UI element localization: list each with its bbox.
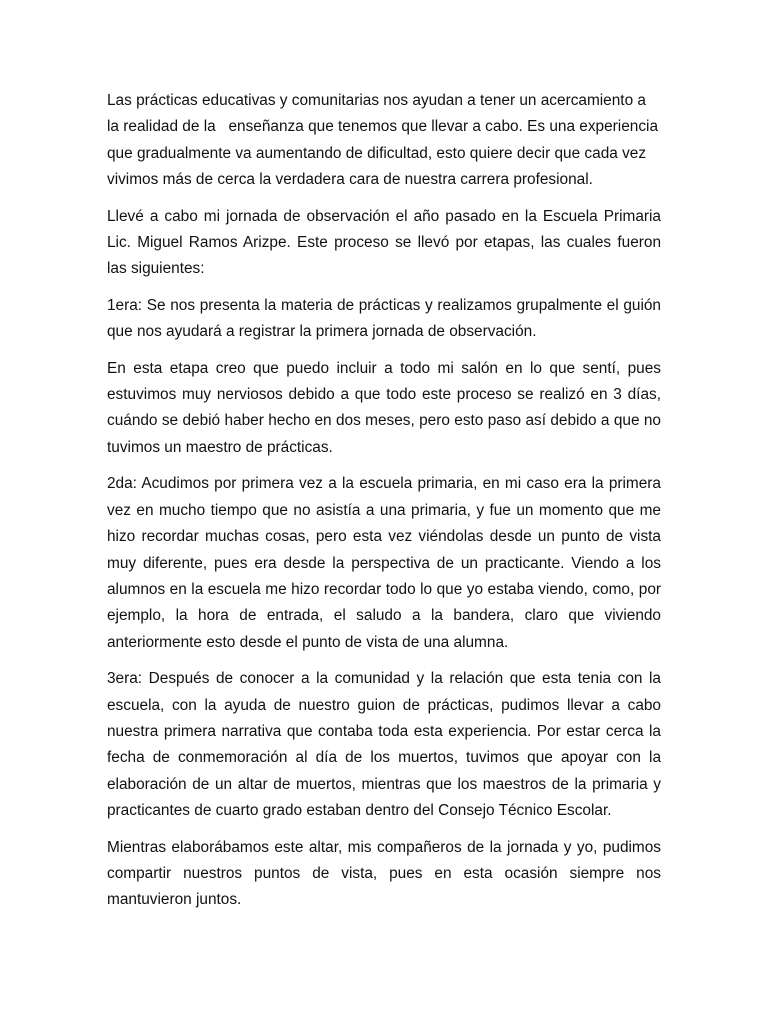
paragraph-stage-3: 3era: Después de conocer a la comunidad y la relación que esta tenia con la escuela, con la ayuda de nuestro guion de prácticas, pudimos llevar a cabo nuestra primera narrativa que contaba toda esta experiencia. Por estar cerca la fecha de conmemoración al día de los muertos, tuvimos que apoyar con la elaboración de un altar de muertos, mientras que los maestros de la primaria y practicantes de cuarto grado estaban dentro del Consejo Técnico Escolar. <box>107 670 666 820</box>
paragraph-altar: Mientras elaborábamos este altar, mis compañeros de la jornada y yo, pudimos compartir nuestros puntos de vista, pues en esta ocasión siempre nos mantuvieron juntos. <box>107 838 666 909</box>
paragraph-intro: Las prácticas educativas y comunitarias nos ayudan a tener un acercamiento a la realidad de la enseñanza que tenemos que llevar a cabo. Es una experiencia que gradualmente va aumentando de dificultad, esto quiere decir que cada vez vivimos más de cerca la verdadera cara de nuestra carrera profesional. <box>107 92 663 189</box>
document-page <box>107 88 666 924</box>
paragraph-observation: Llevé a cabo mi jornada de observación el año pasado en la Escuela Primaria Lic. Miguel Ramos Arizpe. Este proceso se llevó por etapas, las cuales fueron las siguientes: <box>107 207 666 278</box>
paragraph-stage-1: 1era: Se nos presenta la materia de prácticas y realizamos grupalmente el guión que nos ayudará a registrar la primera jornada de observación. <box>107 296 666 341</box>
paragraph-stage-2: 2da: Acudimos por primera vez a la escuela primaria, en mi caso era la primera vez en mucho tiempo que no asistía a una primaria, y fue un momento que me hizo recordar muchas cosas, pero esta vez viéndolas desde un punto de vista muy diferente, pues era desde la perspectiva de un practicante. Viendo a los alumnos en la escuela me hizo recordar todo lo que yo estaba viendo, como, por ejemplo, la hora de entrada, el saludo a la bandera, claro que viviendo anteriormente esto desde el punto de vista de una alumna. <box>107 475 666 651</box>
paragraph-stage-1-feelings: En esta etapa creo que puedo incluir a todo mi salón en lo que sentí, pues estuvimos muy nerviosos debido a que todo este proceso se realizó en 3 días, cuándo se debió haber hecho en dos meses, pero esto paso así debido a que no tuvimos un maestro de prácticas. <box>107 359 666 456</box>
